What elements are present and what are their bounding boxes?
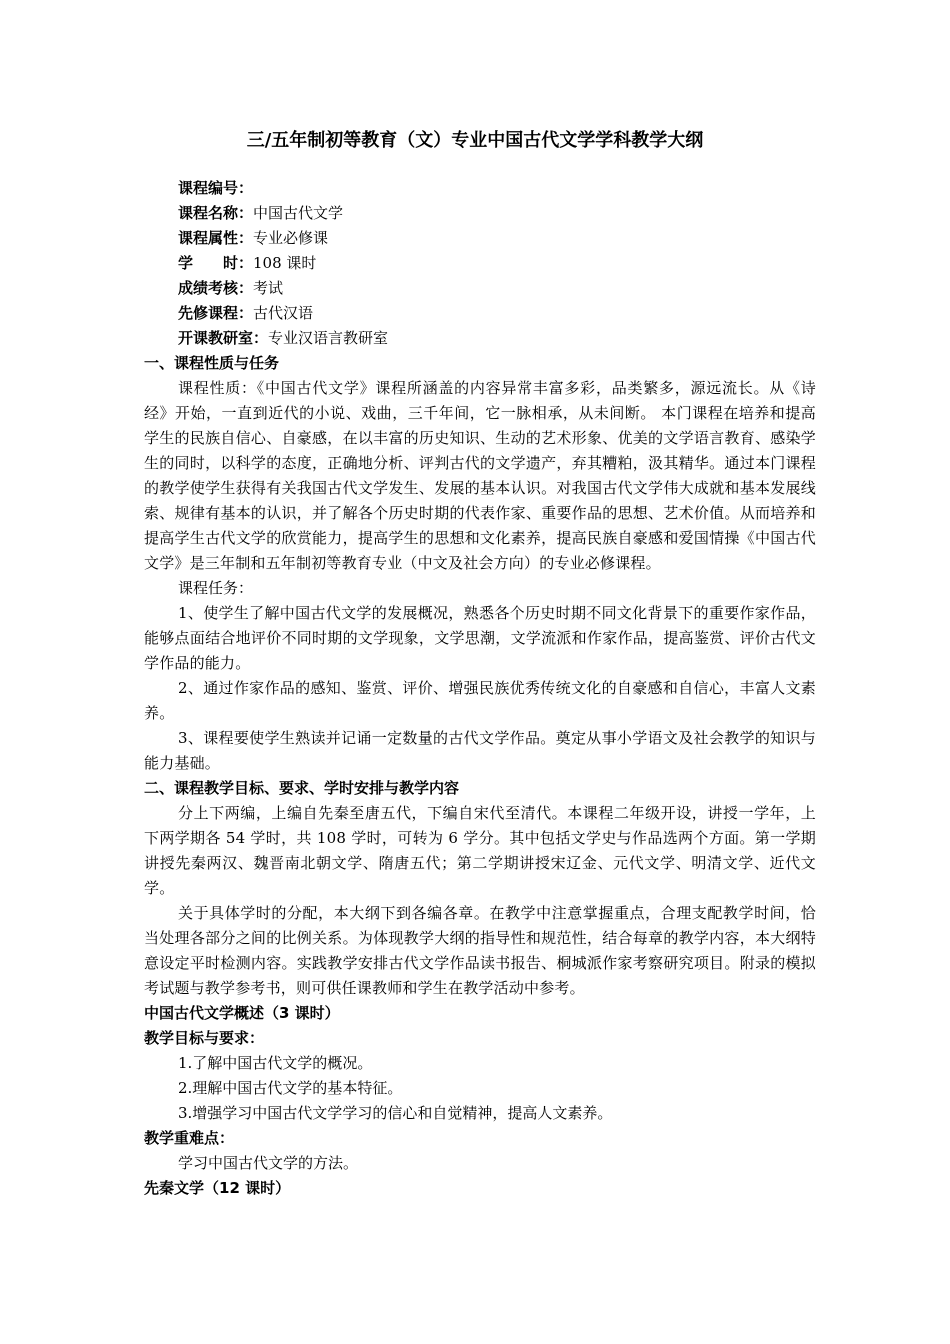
overview-goals-label: 教学目标与要求：	[144, 1029, 265, 1047]
task-item-3: 3、课程要使学生熟读并记诵一定数量的古代文学作品。奠定从事小学语文及社会教学的知识与能力基础。	[144, 729, 816, 772]
meta-department: 开课教研室：专业汉语言教研室	[178, 329, 389, 347]
meta-assessment: 成绩考核：考试	[178, 279, 284, 297]
overview-goal-3: 3.增强学习中国古代文学学习的信心和自觉精神，提高人文素养。	[178, 1104, 613, 1122]
meta-prerequisite: 先修课程：古代汉语	[178, 304, 314, 322]
meta-course-name: 课程名称：中国古代文学	[178, 204, 344, 222]
overview-heading: 中国古代文学概述（3 课时）	[144, 1004, 340, 1022]
section-2-heading: 二、课程教学目标、要求、学时安排与教学内容	[144, 779, 460, 797]
meta-course-type: 课程属性：专业必修课	[178, 229, 329, 247]
document-title: 三/五年制初等教育（文）专业中国古代文学学科教学大纲	[246, 130, 704, 151]
section-2-paragraph-2: 关于具体学时的分配，本大纲下到各编各章。在教学中注意掌握重点，合理支配教学时间，恰当处理各部分之间的比例关系。为体现教学大纲的指导性和规范性，结合每章的教学内容，本大纲特意设定平时检测内容。实践教学安排古代文学作品读书报告、桐城派作家考察研究项目。附录的模拟考试题与教学参考书，则可供任课教师和学生在教学活动中参考。	[144, 904, 816, 997]
document-body	[144, 176, 816, 1201]
course-nature-paragraph: 课程性质：《中国古代文学》课程所涵盖的内容异常丰富多彩，品类繁多，源远流长。从《诗经》开始，一直到近代的小说、戏曲，三千年间，它一脉相承，从未间断。 本门课程在培养和提高学生的民族自信心、自豪感，在以丰富的历史知识、生动的艺术形象、优美的文学语言教育、感染学生的同时，以科学的态度，正确地分析、评判古代的文学遗产，弃其糟粕，汲其精华。通过本门课程的教学使学生获得有关我国古代文学发生、发展的基本认识。对我国古代文学伟大成就和基本发展线索、规律有基本的认识，并了解各个历史时期的代表作家、重要作品的思想、艺术价值。从而培养和提高学生古代文学的欣赏能力，提高学生的思想和文化素养，提高民族自豪感和爱国情操《中国古代文学》是三年制和五年制初等教育专业（中文及社会方向）的专业必修课程。	[144, 379, 816, 572]
overview-key-text: 学习中国古代文学的方法。	[178, 1154, 359, 1172]
meta-hours: 学 时：108 课时	[178, 254, 317, 272]
overview-key-label: 教学重难点：	[144, 1129, 235, 1147]
overview-goal-1: 1.了解中国古代文学的概况。	[178, 1054, 373, 1072]
section-1-heading: 一、课程性质与任务	[144, 354, 280, 372]
pre-qin-heading: 先秦文学（12 课时）	[144, 1179, 291, 1197]
task-item-1: 1、使学生了解中国古代文学的发展概况，熟悉各个历史时期不同文化背景下的重要作家作品，能够点面结合地评价不同时期的文学现象，文学思潮，文学流派和作家作品，提高鉴赏、评价古代文学作品的能力。	[144, 604, 816, 672]
course-task-label: 课程任务：	[178, 579, 254, 597]
section-2-paragraph-1: 分上下两编，上编自先秦至唐五代，下编自宋代至清代。本课程二年级开设，讲授一学年，上下两学期各 54 学时，共 108 学时，可转为 6 学分。其中包括文学史与作品选两个方面。第一学期讲授先秦两汉、魏晋南北朝文学、隋唐五代；第二学期讲授宋辽金、元代文学、明清文学、近代文学。	[144, 804, 816, 897]
task-item-2: 2、通过作家作品的感知、鉴赏、评价、增强民族优秀传统文化的自豪感和自信心，丰富人文素养。	[144, 679, 816, 722]
overview-goal-2: 2.理解中国古代文学的基本特征。	[178, 1079, 403, 1097]
meta-course-number: 课程编号：	[178, 179, 254, 197]
